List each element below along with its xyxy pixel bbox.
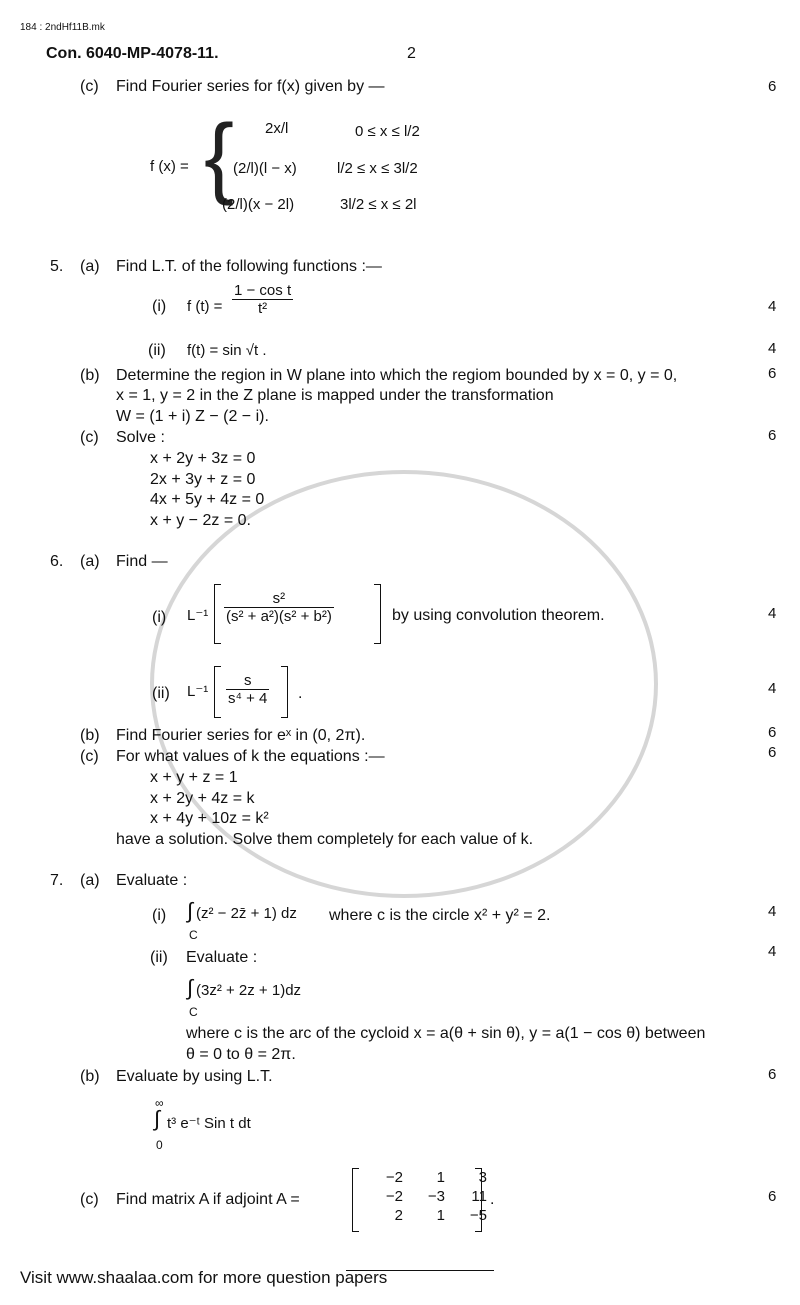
q6aii-operator: L⁻¹	[187, 683, 209, 700]
q5b-line-2: x = 1, y = 2 in the Z plane is mapped under the transformation	[116, 387, 554, 404]
footer-text: Visit www.shaalaa.com for more question papers	[20, 1268, 388, 1287]
q7c-text: Find matrix A if adjoint A =	[116, 1191, 300, 1208]
q5ai-lhs: f (t) =	[187, 298, 223, 315]
matrix-cell: 1	[436, 1207, 445, 1224]
q4c-label: (c)	[80, 78, 99, 95]
q7aii-integral-sign: ∫	[187, 975, 194, 1000]
case-1-cond: 0 ≤ x ≤ l/2	[355, 123, 420, 140]
q6c-eq-2: x + 2y + 4z = k	[150, 790, 255, 807]
q6a-text: Find —	[116, 553, 168, 570]
q6b-text: Find Fourier series for eˣ in (0, 2π).	[116, 727, 366, 744]
matrix-left-bracket	[352, 1168, 359, 1232]
q6aii-label: (ii)	[152, 685, 170, 702]
q6a-label: (a)	[80, 553, 100, 570]
q6c-tail: have a solution. Solve them completely for each value of k.	[116, 831, 534, 848]
matrix-table	[365, 1168, 491, 1225]
q5ai-label: (i)	[152, 298, 167, 315]
paper-code: Con. 6040-MP-4078-11.	[46, 45, 219, 62]
q5c-eq-3: 4x + 5y + 4z = 0	[150, 491, 265, 508]
q7b-upper-limit: ∞	[155, 1096, 164, 1110]
matrix-row	[365, 1187, 491, 1206]
q5aii-expr: f(t) = sin √t .	[187, 342, 267, 359]
q7b-integrand: t³ e⁻ᵗ Sin t dt	[167, 1115, 251, 1132]
q6ai-right-bracket	[374, 584, 381, 644]
matrix-cell: 3	[478, 1169, 487, 1186]
q5aii-label: (ii)	[148, 342, 166, 359]
q7b-label: (b)	[80, 1068, 100, 1085]
q6aii-left-bracket	[214, 666, 221, 718]
q5c-eq-4: x + y − 2z = 0.	[150, 512, 251, 529]
matrix-right-bracket	[475, 1168, 482, 1232]
q6b-label: (b)	[80, 727, 100, 744]
q7aii-contour: C	[189, 1005, 198, 1019]
case-3-expr: (2/l)(x − 2l)	[222, 196, 295, 213]
file-reference: 184 : 2ndHf11B.mk	[20, 22, 105, 33]
matrix-cell: 1	[436, 1169, 445, 1186]
matrix-row	[365, 1206, 491, 1225]
q6ai-left-bracket	[214, 584, 221, 644]
q7b-text: Evaluate by using L.T.	[116, 1068, 273, 1085]
page-number: 2	[407, 45, 416, 62]
matrix-cell: −3	[427, 1188, 445, 1205]
q6ai-numerator: s²	[272, 590, 286, 607]
matrix-cell: 2	[394, 1207, 403, 1224]
q5b-line-3: W = (1 + i) Z − (2 − i).	[116, 408, 269, 425]
q7aii-marks: 4	[768, 943, 777, 960]
q6aii-denominator: s⁴ + 4	[228, 690, 268, 707]
q6aii-numerator: s	[243, 672, 252, 689]
q6ai-operator: L⁻¹	[187, 607, 209, 624]
q5c-eq-2: 2x + 3y + z = 0	[150, 471, 256, 488]
q7ai-label: (i)	[152, 907, 167, 924]
q7aii-range: θ = 0 to θ = 2π.	[186, 1046, 296, 1063]
q7a-label: (a)	[80, 872, 100, 889]
q5aii-marks: 4	[768, 340, 777, 357]
q6aii-marks: 4	[768, 680, 777, 697]
q7b-lower-limit: 0	[156, 1138, 163, 1152]
adjoint-matrix	[365, 1168, 491, 1225]
q7aii-integrand: (3z² + 2z + 1)dz	[196, 982, 302, 999]
matrix-cell: −2	[385, 1169, 403, 1186]
q6ai-fraction	[224, 590, 334, 625]
q5ai-denominator: t²	[232, 299, 293, 317]
q5c-marks: 6	[768, 427, 777, 444]
q5ai-marks: 4	[768, 298, 777, 315]
q6c-eq-1: x + y + z = 1	[150, 769, 238, 786]
q6ai-denominator: (s² + a²)(s² + b²)	[226, 608, 332, 625]
q7b-marks: 6	[768, 1066, 777, 1083]
q7aii-label: (ii)	[150, 949, 168, 966]
q7ai-contour: C	[189, 928, 198, 942]
q6c-text: For what values of k the equations :—	[116, 748, 385, 765]
q6b-marks: 6	[768, 724, 777, 741]
case-3-cond: 3l/2 ≤ x ≤ 2l	[340, 196, 417, 213]
q5b-label: (b)	[80, 367, 100, 384]
q6c-eq-3: x + 4y + 10z = k²	[150, 810, 269, 827]
q7ai-integral-sign: ∫	[187, 898, 194, 923]
matrix-cell: −2	[385, 1188, 403, 1205]
q6c-marks: 6	[768, 744, 777, 761]
q7aii-text: Evaluate :	[186, 949, 258, 966]
q4c-text: Find Fourier series for f(x) given by —	[116, 78, 385, 95]
q7aii-where: where c is the arc of the cycloid x = a(θ + sin θ), y = a(1 − cos θ) between	[186, 1025, 706, 1042]
piecewise-brace: {	[204, 107, 235, 207]
q6aii-right-bracket	[281, 666, 288, 718]
matrix-row	[365, 1168, 491, 1187]
q6c-label: (c)	[80, 748, 99, 765]
q5c-label: (c)	[80, 429, 99, 446]
q5c-eq-1: x + 2y + 3z = 0	[150, 450, 256, 467]
q7ai-tail: where c is the circle x² + y² = 2.	[329, 907, 551, 924]
matrix-cell: 11	[471, 1188, 487, 1205]
q7ai-marks: 4	[768, 903, 777, 920]
q7c-marks: 6	[768, 1188, 777, 1205]
q7a-text: Evaluate :	[116, 872, 188, 889]
q5b-marks: 6	[768, 365, 777, 382]
q7b-integral-sign: ∫	[154, 1106, 161, 1131]
q5ai-fraction	[232, 282, 293, 317]
case-2-cond: l/2 ≤ x ≤ 3l/2	[337, 160, 418, 177]
q5c-text: Solve :	[116, 429, 165, 446]
q6ai-marks: 4	[768, 605, 777, 622]
q6ai-label: (i)	[152, 609, 167, 626]
case-1-expr: 2x/l	[265, 120, 289, 137]
q5b-line-1: Determine the region in W plane into which the regiom bounded by x = 0, y = 0,	[116, 367, 678, 384]
case-2-expr: (2/l)(l − x)	[233, 160, 297, 177]
q7c-label: (c)	[80, 1191, 99, 1208]
q5a-text: Find L.T. of the following functions :—	[116, 258, 382, 275]
q7ai-integrand: (z² − 2z̄ + 1) dz	[196, 905, 297, 922]
matrix-cell: −5	[469, 1207, 487, 1224]
q6ai-tail: by using convolution theorem.	[392, 607, 605, 624]
q4c-marks: 6	[768, 78, 777, 95]
q6aii-tail: .	[298, 685, 303, 702]
q6-number: 6.	[50, 553, 64, 570]
q5ai-numerator: 1 − cos t	[234, 282, 292, 299]
q5-number: 5.	[50, 258, 64, 275]
q7c-tail: .	[490, 1191, 495, 1208]
q6aii-fraction	[226, 672, 269, 707]
q7-number: 7.	[50, 872, 64, 889]
q4c-fx: f (x) =	[150, 158, 189, 175]
q5a-label: (a)	[80, 258, 100, 275]
